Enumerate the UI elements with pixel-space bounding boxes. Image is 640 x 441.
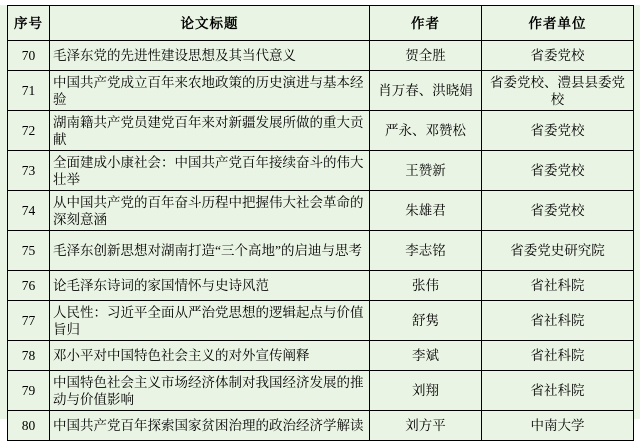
table-row — [8, 71, 634, 111]
cell-title: 中国特色社会主义市场经济体制对我国经济发展的推动与价值影响 — [50, 371, 370, 411]
column-header-org: 作者单位 — [482, 6, 634, 41]
table-row — [8, 411, 634, 441]
cell-title: 从中国共产党的百年奋斗历程中把握伟大社会革命的深刻意涵 — [50, 191, 370, 231]
cell-index: 76 — [8, 271, 50, 301]
cell-index: 74 — [8, 191, 50, 231]
cell-title: 中国共产党成立百年来农地政策的历史演进与基本经验 — [50, 71, 370, 111]
cell-org: 省委党校 — [482, 191, 634, 231]
cell-author: 严永、邓赞松 — [370, 111, 482, 151]
cell-index: 79 — [8, 371, 50, 411]
cell-title: 人民性：习近平全面从严治党思想的逻辑起点与价值旨归 — [50, 301, 370, 341]
table-body — [8, 41, 634, 441]
cell-index: 78 — [8, 341, 50, 371]
cell-org: 省社科院 — [482, 271, 634, 301]
cell-index: 80 — [8, 411, 50, 441]
cell-title: 论毛泽东诗词的家国情怀与史诗风范 — [50, 271, 370, 301]
cell-org: 省委党校 — [482, 151, 634, 191]
cell-org: 省社科院 — [482, 301, 634, 341]
table-row — [8, 341, 634, 371]
cell-title: 邓小平对中国特色社会主义的对外宣传阐释 — [50, 341, 370, 371]
cell-org: 省委党校 — [482, 111, 634, 151]
cell-index: 77 — [8, 301, 50, 341]
document-page — [0, 5, 640, 433]
cell-author: 王赞新 — [370, 151, 482, 191]
cell-org: 省社科院 — [482, 371, 634, 411]
cell-org: 省委党校 — [482, 41, 634, 71]
cell-org: 省委党校、澧县县委党校 — [482, 71, 634, 111]
cell-index: 73 — [8, 151, 50, 191]
cell-author: 李斌 — [370, 341, 482, 371]
table-row — [8, 41, 634, 71]
table-row — [8, 111, 634, 151]
cell-author: 肖万春、洪晓娟 — [370, 71, 482, 111]
cell-author: 刘方平 — [370, 411, 482, 441]
column-header-author: 作者 — [370, 6, 482, 41]
cell-title: 毛泽东创新思想对湖南打造“三个高地”的启迪与思考 — [50, 231, 370, 271]
cell-index: 75 — [8, 231, 50, 271]
cell-index: 71 — [8, 71, 50, 111]
table-header — [8, 6, 634, 41]
table-row — [8, 151, 634, 191]
column-header-title: 论文标题 — [50, 6, 370, 41]
cell-title: 中国共产党百年探索国家贫困治理的政治经济学解读 — [50, 411, 370, 441]
papers-table — [7, 5, 634, 441]
table-row — [8, 301, 634, 341]
cell-title: 毛泽东党的先进性建设思想及其当代意义 — [50, 41, 370, 71]
cell-author: 李志铭 — [370, 231, 482, 271]
table-row — [8, 191, 634, 231]
cell-index: 70 — [8, 41, 50, 71]
table-row — [8, 371, 634, 411]
cell-author: 张伟 — [370, 271, 482, 301]
cell-title: 湖南籍共产党员建党百年来对新疆发展所做的重大贡献 — [50, 111, 370, 151]
table-row — [8, 231, 634, 271]
cell-author: 朱雄君 — [370, 191, 482, 231]
cell-author: 贺全胜 — [370, 41, 482, 71]
cell-title: 全面建成小康社会：中国共产党百年接续奋斗的伟大壮举 — [50, 151, 370, 191]
cell-org: 省委党史研究院 — [482, 231, 634, 271]
cell-index: 72 — [8, 111, 50, 151]
cell-org: 省社科院 — [482, 341, 634, 371]
cell-org: 中南大学 — [482, 411, 634, 441]
cell-author: 刘翔 — [370, 371, 482, 411]
cell-author: 舒隽 — [370, 301, 482, 341]
column-header-index: 序号 — [8, 6, 50, 41]
table-row — [8, 271, 634, 301]
table-header-row — [8, 6, 634, 41]
